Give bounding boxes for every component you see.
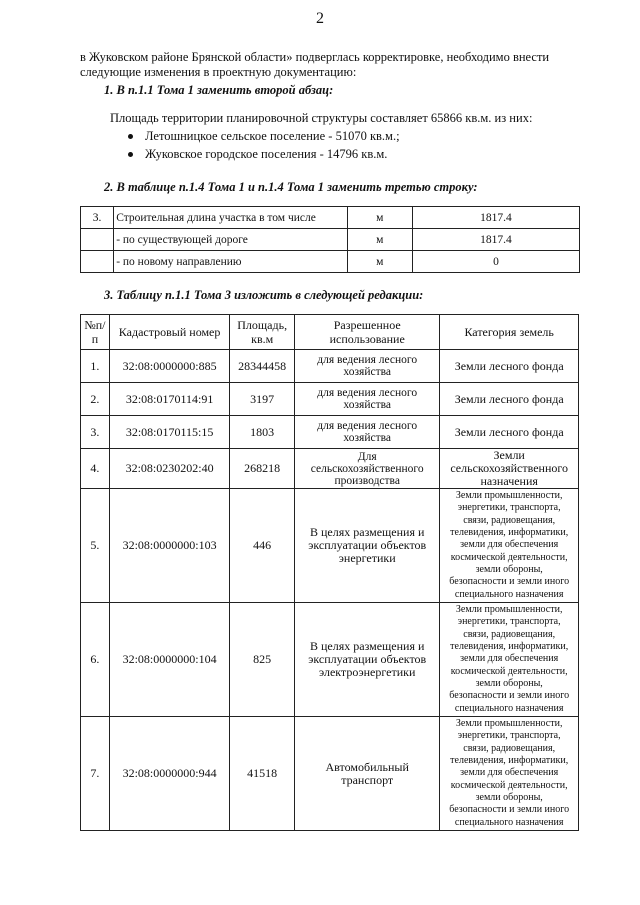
intro-line-2: следующие изменения в проектную документацию: [80, 65, 357, 79]
cell-category-line: безопасности и земли иного [449, 690, 570, 702]
cell-label: - по существующей дороге [114, 229, 347, 251]
cell-category [440, 603, 579, 717]
land-plots-table [80, 314, 579, 831]
cell-category-line: Земли [493, 448, 525, 462]
cell-use-line: Для [357, 450, 377, 463]
cell-category [440, 350, 579, 383]
length-table [80, 206, 580, 273]
cell-cadastral: 32:08:0230202:40 [109, 449, 229, 489]
cell-area: 446 [230, 489, 295, 603]
cell-num: 4. [81, 449, 110, 489]
cell-category-line: телевидения, информатики, [450, 641, 569, 653]
cell-category-line: энергетики, транспорта, [457, 616, 561, 628]
cell-use-line: хозяйства [343, 399, 391, 411]
cell-value: 1817.4 [412, 229, 579, 251]
cell-unit: м [347, 229, 412, 251]
cell-category-line: связи, радиовещания, [463, 742, 556, 754]
cell-category-line: Земли промышленности, [455, 490, 563, 502]
bullet-item [128, 129, 400, 144]
table-row [81, 229, 580, 251]
cell-category-line: специального назначения [454, 702, 564, 714]
cell-category-line: Земли лесного фонда [454, 358, 564, 373]
table-row [81, 603, 579, 717]
cell-unit: м [347, 251, 412, 273]
cell-use [295, 416, 440, 449]
cell-use-line: транспорт [341, 772, 394, 787]
cell-unit: м [347, 207, 412, 229]
bullet-text: Жуковское городское поселения - 14796 кв.м. [145, 147, 388, 161]
cell-value: 0 [412, 251, 579, 273]
cell-category-line: земли обороны, [475, 677, 543, 689]
cell-category-line: назначения [480, 474, 538, 488]
cell-use [295, 717, 440, 831]
cell-category [440, 449, 579, 489]
cell-area: 28344458 [230, 350, 295, 383]
cell-value: 1817.4 [412, 207, 579, 229]
cell-category-line: Земли промышленности, [455, 718, 563, 730]
cell-category-line: земли для обеспечения [460, 539, 559, 551]
table-row [81, 350, 579, 383]
cell-label: - по новому направлению [114, 251, 347, 273]
cell-num: 5. [81, 489, 110, 603]
cell-area: 825 [230, 603, 295, 717]
cell-category-line: Земли промышленности, [455, 604, 563, 616]
cell-use [295, 350, 440, 383]
cell-use [295, 489, 440, 603]
header-area: Площадь, кв.м [230, 315, 295, 350]
intro-line-1: в Жуковском районе Брянской области» подверглась корректировке, необходимо внести [80, 50, 550, 64]
cell-use-line: сельскохозяйственного [310, 462, 424, 475]
table-row [81, 416, 579, 449]
section2-heading: 2. В таблице п.1.4 Тома 1 и п.1.4 Тома 1 заменить третью строку: [104, 180, 478, 194]
cell-num: 3. [81, 207, 114, 229]
cell-num: 2. [81, 383, 110, 416]
section3-heading: 3. Таблицу п.1.1 Тома 3 изложить в следующей редакции: [104, 288, 424, 302]
cell-category-line: безопасности и земли иного [449, 804, 570, 816]
cell-category [440, 383, 579, 416]
bullet-icon [128, 152, 133, 157]
cell-category-line: Земли лесного фонда [454, 424, 564, 439]
table-row [81, 207, 580, 229]
cell-use-line: для ведения лесного [317, 354, 418, 366]
cell-category-line: связи, радиовещания, [463, 628, 556, 640]
table-row [81, 383, 579, 416]
cell-label: Строительная длина участка в том числе [114, 207, 347, 229]
cell-use-line: энергетики [338, 551, 396, 565]
cell-category-line: энергетики, транспорта, [457, 730, 561, 742]
cell-use-line: производства [334, 474, 400, 487]
table-row [81, 717, 579, 831]
bullet-icon [128, 134, 133, 139]
section1-paragraph: Площадь территории планировочной структуры составляет 65866 кв.м. из них: [110, 111, 533, 125]
cell-cadastral: 32:08:0170115:15 [109, 416, 229, 449]
cell-use-line: В целях размещения и [309, 639, 425, 653]
cell-use-line: В целях размещения и [309, 525, 425, 539]
cell-category-line: специального назначения [454, 816, 564, 828]
cell-use-line: Автомобильный [325, 759, 409, 774]
cell-category-line: космической деятельности, [450, 779, 568, 791]
cell-use [295, 449, 440, 489]
table-header-row [81, 315, 579, 350]
cell-area: 41518 [230, 717, 295, 831]
cell-category-line: сельскохозяйственного [450, 461, 569, 475]
cell-category-line: телевидения, информатики, [450, 527, 569, 539]
cell-use-line: хозяйства [343, 366, 391, 378]
cell-area: 1803 [230, 416, 295, 449]
table-row [81, 449, 579, 489]
bullet-text: Летошницкое сельское поселение - 51070 кв.м.; [145, 129, 400, 143]
cell-category-line: Земли лесного фонда [454, 391, 564, 406]
cell-category-line: земли обороны, [475, 791, 543, 803]
cell-category [440, 416, 579, 449]
cell-num: 1. [81, 350, 110, 383]
cell-use-line: для ведения лесного [317, 387, 418, 399]
cell-area: 268218 [230, 449, 295, 489]
cell-use-line: электроэнергетики [319, 665, 416, 679]
cell-num: 6. [81, 603, 110, 717]
cell-category-line: специального назначения [454, 588, 564, 600]
bullet-item [128, 147, 387, 162]
header-cadastral: Кадастровый номер [109, 315, 229, 350]
cell-use-line: эксплуатации объектов [308, 538, 427, 552]
cell-category-line: земли для обеспечения [460, 767, 559, 779]
cell-category-line: безопасности и земли иного [449, 576, 570, 588]
header-use: Разрешенное использование [295, 315, 440, 350]
cell-cadastral: 32:08:0000000:103 [109, 489, 229, 603]
cell-cadastral: 32:08:0000000:885 [109, 350, 229, 383]
cell-num: 7. [81, 717, 110, 831]
cell-num: 3. [81, 416, 110, 449]
cell-category-line: космической деятельности, [450, 665, 568, 677]
header-category: Категория земель [440, 315, 579, 350]
cell-category-line: телевидения, информатики, [450, 755, 569, 767]
cell-cadastral: 32:08:0170114:91 [109, 383, 229, 416]
cell-num [81, 229, 114, 251]
header-num: №п/ п [81, 315, 110, 350]
cell-category-line: энергетики, транспорта, [457, 502, 561, 514]
cell-num [81, 251, 114, 273]
cell-use-line: для ведения лесного [317, 420, 418, 432]
cell-category-line: земли для обеспечения [460, 653, 559, 665]
cell-use-line: хозяйства [343, 432, 391, 444]
cell-area: 3197 [230, 383, 295, 416]
cell-use [295, 603, 440, 717]
page-number: 2 [316, 10, 324, 27]
cell-cadastral: 32:08:0000000:944 [109, 717, 229, 831]
table-row [81, 251, 580, 273]
cell-category-line: космической деятельности, [450, 551, 568, 563]
table-row [81, 489, 579, 603]
cell-category-line: связи, радиовещания, [463, 514, 556, 526]
cell-use [295, 383, 440, 416]
cell-category-line: земли обороны, [475, 563, 543, 575]
cell-cadastral: 32:08:0000000:104 [109, 603, 229, 717]
cell-use-line: эксплуатации объектов [308, 652, 427, 666]
cell-category [440, 717, 579, 831]
cell-category [440, 489, 579, 603]
section1-heading: 1. В п.1.1 Тома 1 заменить второй абзац: [104, 83, 334, 97]
